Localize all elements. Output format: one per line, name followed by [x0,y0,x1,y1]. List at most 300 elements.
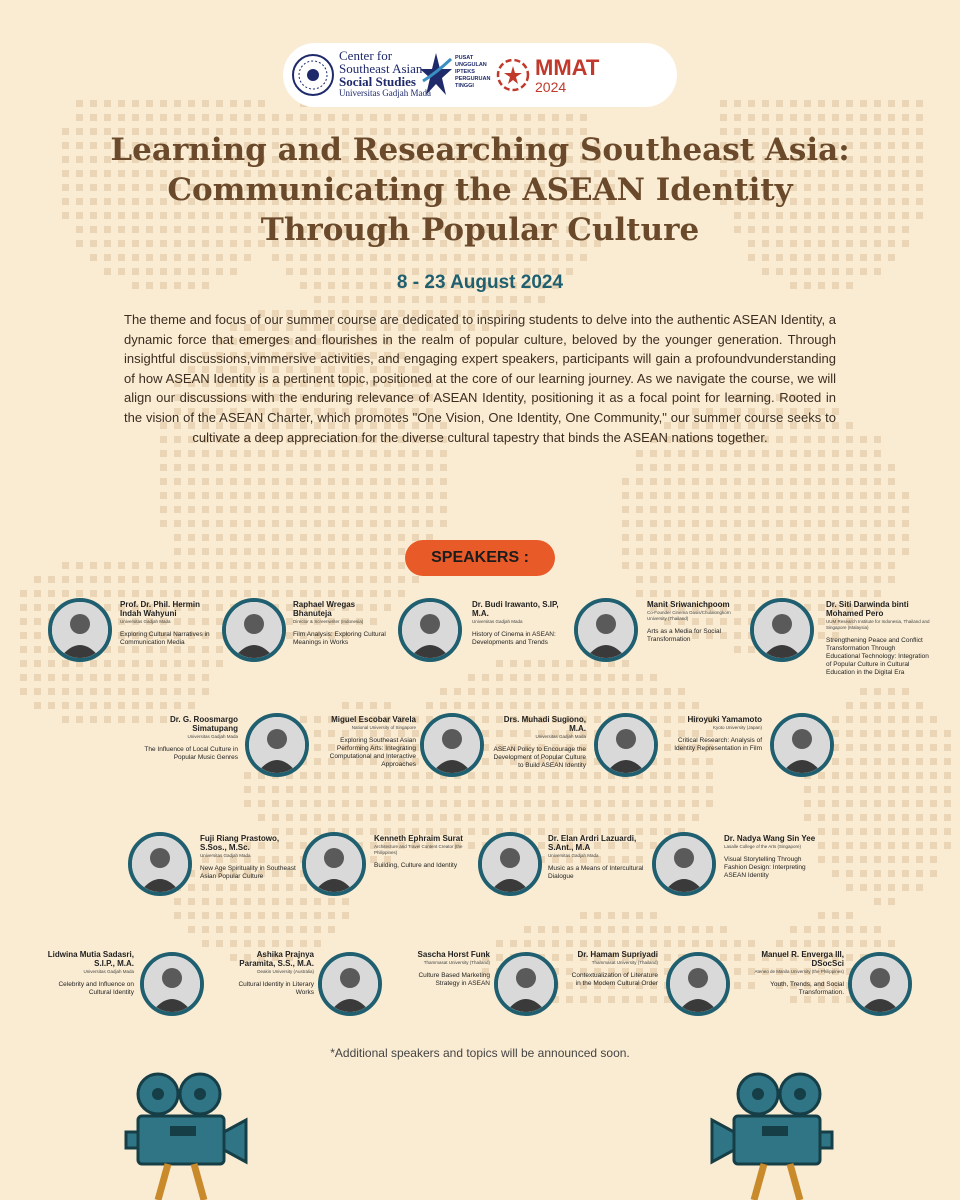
map-dot [202,590,209,597]
map-dot [90,688,97,695]
map-dot [832,786,839,793]
map-dot [188,254,195,261]
map-dot [804,520,811,527]
speaker-card [548,834,648,881]
map-dot [20,646,27,653]
map-dot [286,520,293,527]
title-line-1: Learning and Researching Southeast Asia: [110,132,850,168]
map-dot [342,254,349,261]
map-dot [916,142,923,149]
map-dot [860,590,867,597]
speaker-topic: Critical Research: Analysis of Identity Representation in Film [674,737,762,752]
map-dot [846,716,853,723]
map-dot [930,786,937,793]
map-dot [132,114,139,121]
speaker-name: Dr. Siti Darwinda binti Mohamed Pero [826,600,909,618]
map-dot [244,772,251,779]
speaker-affiliation: Ateneo de Manila University (the Philippines) [754,969,844,974]
speaker-name: Drs. Muhadi Sugiono, M.A. [503,715,586,733]
map-dot [76,590,83,597]
map-dot [398,520,405,527]
map-dot [650,576,657,583]
map-dot [804,562,811,569]
map-dot [286,884,293,891]
map-dot [104,674,111,681]
map-dot [188,660,195,667]
map-dot [300,912,307,919]
map-dot [342,492,349,499]
map-dot [874,702,881,709]
map-dot [300,478,307,485]
map-dot [888,562,895,569]
pui-line-2: UNGGULAN [455,62,487,68]
map-dot [636,926,643,933]
map-dot [790,534,797,541]
map-dot [832,576,839,583]
map-dot [636,492,643,499]
map-dot [860,800,867,807]
map-dot [650,688,657,695]
map-dot [258,114,265,121]
map-dot [356,576,363,583]
map-dot [762,534,769,541]
map-dot [370,520,377,527]
map-dot [272,254,279,261]
map-dot [636,590,643,597]
map-dot [482,254,489,261]
map-dot [272,814,279,821]
map-dot [790,590,797,597]
map-dot [286,604,293,611]
map-dot [874,534,881,541]
map-dot [202,660,209,667]
map-dot [160,254,167,261]
map-dot [832,492,839,499]
map-dot [370,562,377,569]
map-dot [846,772,853,779]
map-dot [426,814,433,821]
map-dot [692,940,699,947]
map-dot [244,562,251,569]
map-dot [860,548,867,555]
map-dot [300,520,307,527]
map-dot [118,100,125,107]
map-dot [902,226,909,233]
map-dot [300,464,307,471]
map-dot [818,450,825,457]
map-dot [888,688,895,695]
map-dot [860,744,867,751]
speaker-affiliation: Thammasat University (Thailand) [423,960,490,965]
map-dot [314,926,321,933]
map-dot [804,100,811,107]
map-dot [944,814,951,821]
map-dot [762,254,769,261]
map-dot [202,562,209,569]
map-dot [622,786,629,793]
map-dot [328,478,335,485]
map-dot [328,492,335,499]
speaker-affiliation: National University of Singapore [351,725,416,730]
map-dot [916,114,923,121]
map-dot [860,730,867,737]
map-dot [398,548,405,555]
map-dot [846,254,853,261]
map-dot [300,576,307,583]
map-dot [860,786,867,793]
speaker-topic: Strengthening Peace and Conflict Transformation Through Educational Technology: Integration of Popular Culture in Cultural Education in the Digital Era [826,637,929,676]
map-dot [762,114,769,121]
person-silhouette-icon [322,956,378,1012]
map-dot [860,478,867,485]
map-dot [860,926,867,933]
pui-star-icon [419,51,453,99]
map-dot [804,786,811,793]
map-dot [370,800,377,807]
map-dot [566,702,573,709]
map-dot [300,534,307,541]
map-dot [258,520,265,527]
map-dot [174,674,181,681]
map-dot [342,478,349,485]
map-dot [874,898,881,905]
map-dot [300,114,307,121]
map-dot [216,562,223,569]
map-dot [328,296,335,303]
map-dot [510,296,517,303]
map-dot [468,296,475,303]
map-dot [846,842,853,849]
map-dot [860,702,867,709]
speaker-topic: Visual Storytelling Through Fashion Design: Interpreting ASEAN Identity [724,856,806,879]
map-dot [510,688,517,695]
map-dot [342,576,349,583]
map-dot [314,450,321,457]
map-dot [188,674,195,681]
map-dot [300,562,307,569]
map-dot [300,506,307,513]
map-dot [720,548,727,555]
map-dot [314,296,321,303]
map-dot [902,212,909,219]
map-dot [692,520,699,527]
map-dot [286,562,293,569]
map-dot [510,814,517,821]
speaker-topic: Building, Culture and Identity [374,862,458,869]
map-dot [496,786,503,793]
map-dot [860,772,867,779]
person-silhouette-icon [402,602,458,658]
map-dot [636,912,643,919]
map-dot [874,716,881,723]
map-dot [776,478,783,485]
map-dot [818,562,825,569]
map-dot [160,576,167,583]
map-dot [202,534,209,541]
map-dot [860,716,867,723]
map-dot [832,506,839,513]
map-dot [860,520,867,527]
map-dot [804,548,811,555]
person-silhouette-icon [132,836,188,892]
map-dot [468,254,475,261]
map-dot [440,688,447,695]
map-dot [202,450,209,457]
speaker-name: Raphael Wregas Bhanuteja [293,600,356,618]
map-dot [412,296,419,303]
map-dot [902,114,909,121]
speaker-name: Kenneth Ephraim Surat [374,834,463,843]
map-dot [538,814,545,821]
map-dot [244,590,251,597]
speaker-card [492,715,586,770]
speaker-topic: Music as a Means of Intercultural Dialogue [548,865,644,880]
map-dot [188,590,195,597]
map-dot [650,464,657,471]
map-dot [90,716,97,723]
map-dot [398,534,405,541]
map-dot [482,730,489,737]
map-dot [496,688,503,695]
map-dot [412,772,419,779]
speaker-name: Dr. Nadya Wang Sin Yee [724,834,816,843]
person-silhouette-icon [482,836,538,892]
map-dot [832,926,839,933]
map-dot [440,114,447,121]
map-dot [566,786,573,793]
map-dot [734,982,741,989]
map-dot [174,114,181,121]
map-dot [874,506,881,513]
map-dot [818,604,825,611]
map-dot [804,506,811,513]
map-dot [496,702,503,709]
map-dot [846,534,853,541]
pui-line-3: IPTEKS [455,69,475,75]
map-dot [426,702,433,709]
map-dot [888,870,895,877]
map-dot [860,492,867,499]
map-dot [188,562,195,569]
map-dot [916,828,923,835]
map-dot [440,450,447,457]
map-dot [468,786,475,793]
map-dot [888,506,895,513]
map-dot [888,744,895,751]
map-dot [580,996,587,1003]
csass-seal-icon [291,53,335,97]
map-dot [300,548,307,555]
map-dot [846,576,853,583]
speaker-card [120,600,220,647]
map-dot [692,800,699,807]
map-dot [622,478,629,485]
map-dot [104,702,111,709]
map-dot [720,926,727,933]
map-dot [818,464,825,471]
map-dot [762,464,769,471]
speaker-affiliation: Deakin University (Australia) [257,969,314,974]
map-dot [832,100,839,107]
map-dot [832,814,839,821]
map-dot [188,492,195,499]
map-dot [118,576,125,583]
map-dot [244,548,251,555]
map-dot [566,772,573,779]
map-dot [384,548,391,555]
map-dot [62,590,69,597]
map-dot [678,576,685,583]
map-dot [720,492,727,499]
map-dot [426,506,433,513]
map-dot [916,800,923,807]
map-dot [902,856,909,863]
map-dot [874,478,881,485]
map-dot [230,100,237,107]
map-dot [384,254,391,261]
map-dot [132,702,139,709]
map-dot [650,800,657,807]
map-dot [622,660,629,667]
map-dot [258,464,265,471]
map-dot [202,940,209,947]
map-dot [916,884,923,891]
map-dot [384,478,391,485]
map-dot [398,800,405,807]
map-dot [510,772,517,779]
map-dot [174,492,181,499]
speaker-photo [420,713,484,777]
map-dot [356,702,363,709]
map-dot [874,884,881,891]
map-dot [272,506,279,513]
map-dot [608,940,615,947]
map-dot [594,772,601,779]
map-dot [188,548,195,555]
map-dot [846,562,853,569]
map-dot [888,520,895,527]
map-dot [790,562,797,569]
map-dot [440,814,447,821]
map-dot [846,926,853,933]
map-dot [664,534,671,541]
map-dot [874,436,881,443]
map-dot [272,926,279,933]
speaker-topic: Arts as a Media for Social Transformation [647,628,722,643]
map-dot [776,590,783,597]
map-dot [244,254,251,261]
map-dot [664,520,671,527]
map-dot [524,800,531,807]
map-dot [720,464,727,471]
map-dot [104,688,111,695]
map-dot [664,940,671,947]
map-dot [188,534,195,541]
map-dot [328,114,335,121]
map-dot [188,912,195,919]
map-dot [664,548,671,555]
speaker-name: Lidwina Mutia Sadasri, S.I.P., M.A. [47,950,134,968]
map-dot [314,478,321,485]
map-dot [790,114,797,121]
map-dot [734,100,741,107]
map-dot [650,772,657,779]
map-dot [132,590,139,597]
map-dot [902,240,909,247]
map-dot [902,828,909,835]
map-dot [720,940,727,947]
map-dot [790,254,797,261]
map-dot [734,464,741,471]
map-dot [20,674,27,681]
speaker-affiliation: Universitas Gadjah Mada [83,969,134,974]
map-dot [846,436,853,443]
map-dot [888,534,895,541]
map-dot [650,548,657,555]
map-dot [34,674,41,681]
map-dot [90,590,97,597]
speaker-affiliation: Universitas Gadjah Mada [187,734,238,739]
map-dot [510,940,517,947]
map-dot [160,520,167,527]
map-dot [678,772,685,779]
map-dot [146,646,153,653]
map-dot [790,520,797,527]
map-dot [314,506,321,513]
map-dot [552,688,559,695]
map-dot [706,478,713,485]
map-dot [930,772,937,779]
map-dot [62,688,69,695]
map-dot [216,492,223,499]
map-dot [622,926,629,933]
map-dot [832,870,839,877]
map-dot [902,128,909,135]
title-line-2: Communicating the ASEAN Identity [167,172,793,208]
map-dot [776,254,783,261]
map-dot [48,688,55,695]
map-dot [370,772,377,779]
map-dot [566,926,573,933]
map-dot [230,562,237,569]
speakers-heading: SPEAKERS : [405,540,555,576]
map-dot [398,450,405,457]
map-dot [440,506,447,513]
pui-logo-text [455,55,490,90]
map-dot [510,786,517,793]
speaker-photo [318,952,382,1016]
map-dot [846,730,853,737]
map-dot [216,548,223,555]
map-dot [440,702,447,709]
map-dot [118,674,125,681]
map-dot [328,786,335,793]
map-dot [748,562,755,569]
film-camera-icon [118,1072,252,1200]
map-dot [538,842,545,849]
map-dot [342,506,349,513]
map-dot [902,842,909,849]
map-dot [286,506,293,513]
map-dot [482,786,489,793]
map-dot [384,506,391,513]
map-dot [356,478,363,485]
map-dot [608,702,615,709]
map-dot [692,506,699,513]
map-dot [622,520,629,527]
speaker-photo [222,598,286,662]
map-dot [286,254,293,261]
